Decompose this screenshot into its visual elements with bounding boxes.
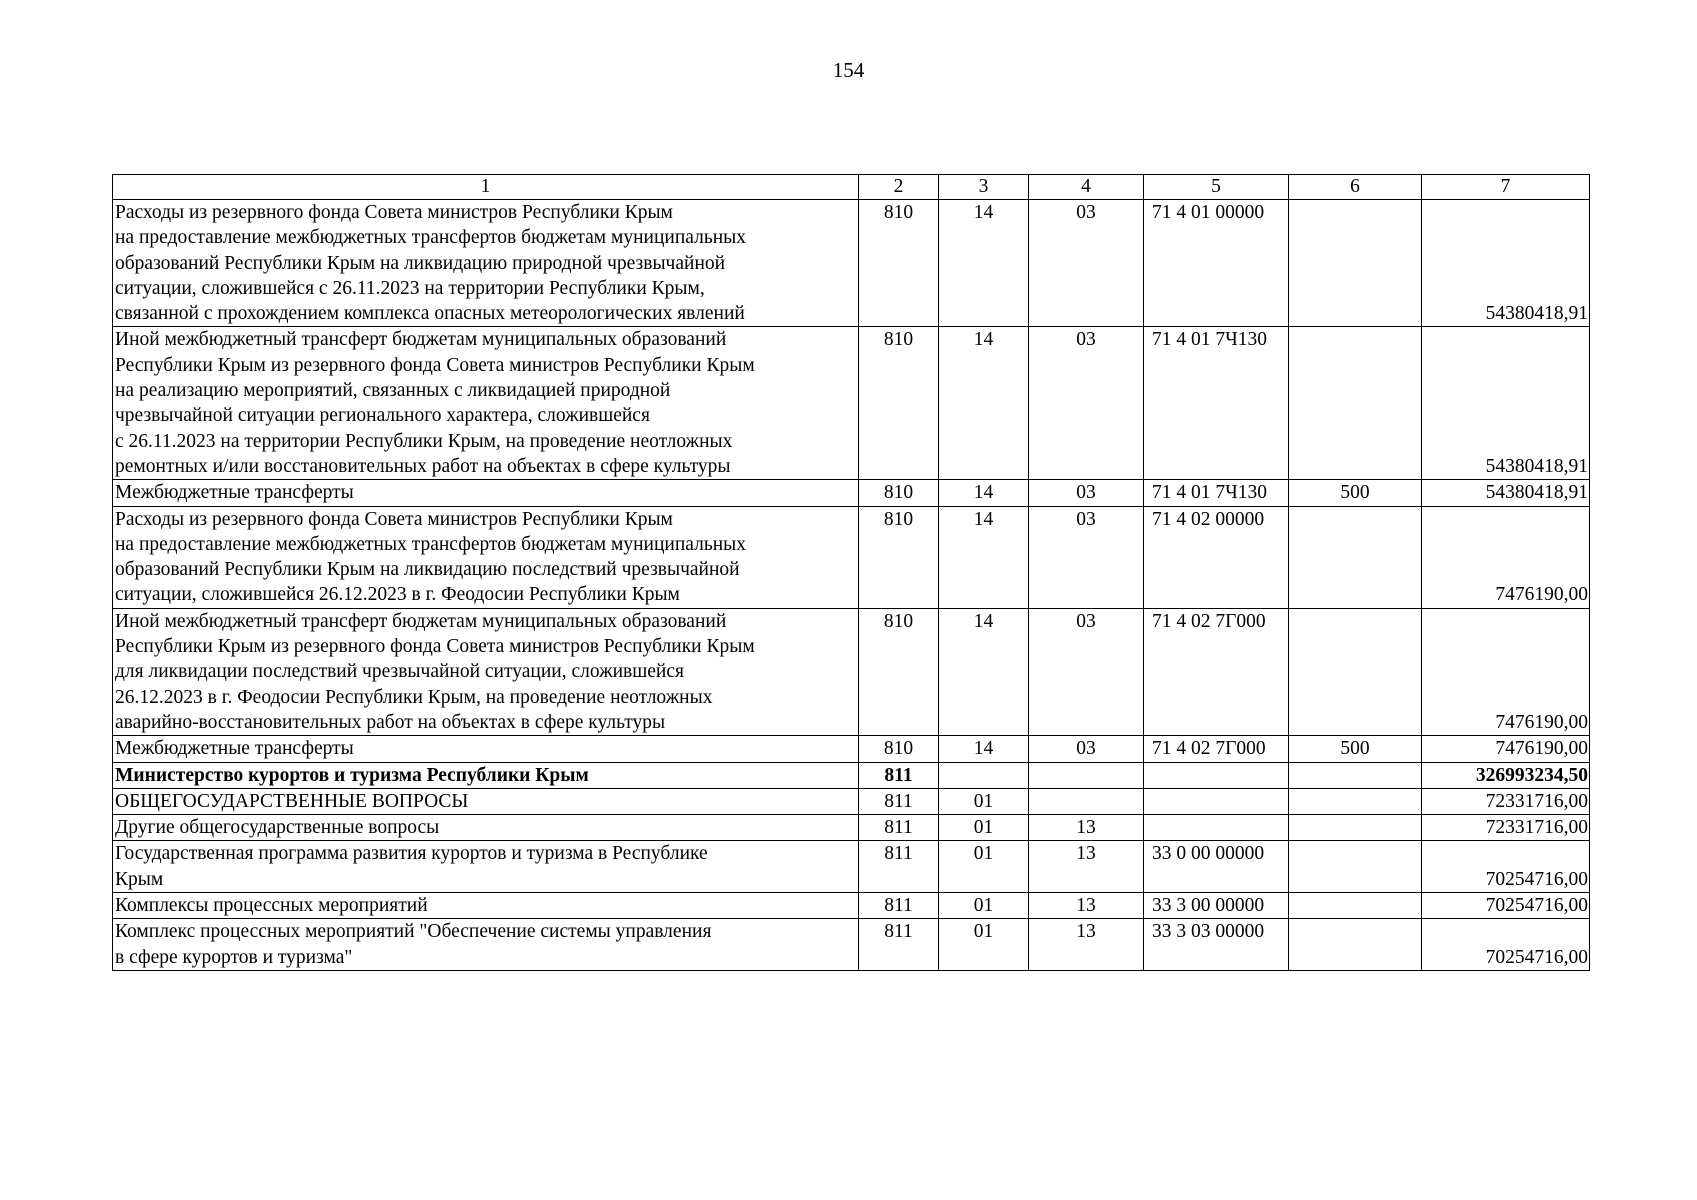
description-cell [113, 815, 859, 841]
description-line: Иной межбюджетный трансферт бюджетам муниципальных образований [115, 610, 727, 632]
amount-cell: 7476190,00 [1422, 736, 1590, 762]
expense-type-cell [1289, 841, 1422, 893]
subsection-cell [1029, 788, 1144, 814]
description-line: связанной с прохождением комплекса опасных метеорологических явлений [115, 303, 745, 325]
amount-cell: 70254716,00 [1422, 841, 1590, 893]
amount-cell: 70254716,00 [1422, 893, 1590, 919]
target-article-cell [1144, 788, 1289, 814]
description-line: в сфере курортов и туризма" [115, 946, 353, 968]
table-row [113, 480, 1590, 506]
section-cell: 14 [939, 327, 1029, 480]
description-line: образований Республики Крым на ликвидацию природной чрезвычайной [115, 252, 726, 274]
description-line: Крым [115, 868, 164, 890]
description-line: на реализацию мероприятий, связанных с ликвидацией природной [115, 380, 671, 402]
ministry-code-cell: 811 [859, 788, 939, 814]
description-line: ремонтных и/или восстановительных работ на объектах в сфере культуры [115, 455, 731, 477]
description-line: Республики Крым из резервного фонда Совета министров Республики Крым [115, 354, 755, 376]
header-cell: 4 [1029, 175, 1144, 200]
subsection-cell: 03 [1029, 506, 1144, 608]
description-cell [113, 841, 859, 893]
description-cell [113, 608, 859, 735]
subsection-cell: 03 [1029, 480, 1144, 506]
table-row [113, 506, 1590, 608]
subsection-cell [1029, 762, 1144, 788]
table-row [113, 762, 1590, 788]
table-row [113, 841, 1590, 893]
table-row [113, 327, 1590, 480]
description-line: для ликвидации последствий чрезвычайной ситуации, сложившейся [115, 661, 684, 683]
expense-type-cell [1289, 762, 1422, 788]
amount-cell: 326993234,50 [1422, 762, 1590, 788]
description-line: чрезвычайной ситуации регионального характера, сложившейся [115, 405, 650, 427]
section-cell: 14 [939, 736, 1029, 762]
section-cell: 14 [939, 608, 1029, 735]
description-line: аварийно-восстановительных работ на объектах в сфере культуры [115, 711, 666, 733]
description-cell [113, 480, 859, 506]
description-cell [113, 327, 859, 480]
ministry-code-cell: 811 [859, 893, 939, 919]
ministry-code-cell: 810 [859, 736, 939, 762]
ministry-code-cell: 810 [859, 200, 939, 327]
expense-type-cell [1289, 200, 1422, 327]
section-cell: 01 [939, 919, 1029, 971]
target-article-cell: 71 4 02 7Г000 [1144, 736, 1289, 762]
expense-type-cell [1289, 893, 1422, 919]
header-cell: 5 [1144, 175, 1289, 200]
description-line: Межбюджетные трансферты [115, 482, 354, 504]
description-cell [113, 762, 859, 788]
header-cell: 1 [113, 175, 859, 200]
subsection-cell: 03 [1029, 200, 1144, 327]
description-cell [113, 893, 859, 919]
expense-type-cell [1289, 327, 1422, 480]
subsection-cell: 13 [1029, 841, 1144, 893]
description-line: на предоставление межбюджетных трансфертов бюджетам муниципальных [115, 227, 746, 249]
section-cell: 14 [939, 480, 1029, 506]
description-line: Расходы из резервного фонда Совета министров Республики Крым [115, 202, 673, 223]
subsection-cell: 03 [1029, 327, 1144, 480]
amount-cell: 7476190,00 [1422, 506, 1590, 608]
description-line: Расходы из резервного фонда Совета министров Республики Крым [115, 508, 673, 530]
ministry-code-cell: 810 [859, 608, 939, 735]
description-line: ОБЩЕГОСУДАРСТВЕННЫЕ ВОПРОСЫ [115, 790, 469, 812]
target-article-cell [1144, 762, 1289, 788]
subsection-cell: 03 [1029, 608, 1144, 735]
amount-cell: 70254716,00 [1422, 919, 1590, 971]
description-line: Межбюджетные трансферты [115, 738, 354, 760]
expense-type-cell [1289, 608, 1422, 735]
ministry-code-cell: 811 [859, 762, 939, 788]
header-cell: 7 [1422, 175, 1590, 200]
expense-type-cell [1289, 788, 1422, 814]
ministry-code-cell: 810 [859, 506, 939, 608]
target-article-cell: 71 4 02 00000 [1144, 506, 1289, 608]
table-row [113, 608, 1590, 735]
description-line: с 26.11.2023 на территории Республики Крым, на проведение неотложных [115, 430, 733, 452]
description-cell [113, 506, 859, 608]
target-article-cell: 71 4 02 7Г000 [1144, 608, 1289, 735]
subsection-cell: 13 [1029, 919, 1144, 971]
description-line: образований Республики Крым на ликвидацию последствий чрезвычайной [115, 559, 740, 581]
amount-cell: 54380418,91 [1422, 480, 1590, 506]
amount-cell: 54380418,91 [1422, 327, 1590, 480]
description-line: ситуации, сложившейся 26.12.2023 в г. Феодосии Республики Крым [115, 584, 680, 606]
page-number: 154 [832, 58, 865, 82]
section-cell: 01 [939, 893, 1029, 919]
target-article-cell: 71 4 01 7Ч130 [1144, 327, 1289, 480]
table-row [113, 919, 1590, 971]
ministry-code-cell: 811 [859, 841, 939, 893]
ministry-code-cell: 811 [859, 919, 939, 971]
amount-cell: 72331716,00 [1422, 788, 1590, 814]
ministry-code-cell: 810 [859, 480, 939, 506]
expense-type-cell: 500 [1289, 736, 1422, 762]
table-row [113, 200, 1590, 327]
table-header-row [113, 175, 1590, 200]
description-line: Другие общегосударственные вопросы [115, 817, 440, 839]
table-row [113, 893, 1590, 919]
section-cell: 14 [939, 200, 1029, 327]
header-cell: 3 [939, 175, 1029, 200]
header-cell: 2 [859, 175, 939, 200]
description-line: Республики Крым из резервного фонда Совета министров Республики Крым [115, 636, 755, 658]
target-article-cell: 33 3 00 00000 [1144, 893, 1289, 919]
table-row [113, 815, 1590, 841]
section-cell: 14 [939, 506, 1029, 608]
target-article-cell: 71 4 01 00000 [1144, 200, 1289, 327]
description-line: 26.12.2023 в г. Феодосии Республики Крым, на проведение неотложных [115, 686, 713, 708]
description-cell [113, 788, 859, 814]
table-row [113, 736, 1590, 762]
description-cell [113, 200, 859, 327]
section-cell [939, 762, 1029, 788]
subsection-cell: 13 [1029, 893, 1144, 919]
amount-cell: 54380418,91 [1422, 200, 1590, 327]
section-cell: 01 [939, 788, 1029, 814]
section-cell: 01 [939, 815, 1029, 841]
description-line: Иной межбюджетный трансферт бюджетам муниципальных образований [115, 329, 727, 351]
description-line: Комплекс процессных мероприятий "Обеспечение системы управления [115, 921, 712, 943]
target-article-cell [1144, 815, 1289, 841]
table-row [113, 788, 1590, 814]
ministry-code-cell: 810 [859, 327, 939, 480]
header-cell: 6 [1289, 175, 1422, 200]
expense-type-cell: 500 [1289, 480, 1422, 506]
amount-cell: 7476190,00 [1422, 608, 1590, 735]
target-article-cell: 33 0 00 00000 [1144, 841, 1289, 893]
expense-type-cell [1289, 919, 1422, 971]
description-line: ситуации, сложившейся с 26.11.2023 на территории Республики Крым, [115, 277, 705, 299]
description-cell [113, 736, 859, 762]
target-article-cell: 33 3 03 00000 [1144, 919, 1289, 971]
budget-table [112, 174, 1590, 971]
description-cell [113, 919, 859, 971]
subsection-cell: 03 [1029, 736, 1144, 762]
target-article-cell: 71 4 01 7Ч130 [1144, 480, 1289, 506]
description-line: Государственная программа развития курортов и туризма в Республике [115, 843, 708, 865]
expense-type-cell [1289, 506, 1422, 608]
section-cell: 01 [939, 841, 1029, 893]
description-line: на предоставление межбюджетных трансфертов бюджетам муниципальных [115, 533, 746, 555]
ministry-code-cell: 811 [859, 815, 939, 841]
description-line: Комплексы процессных мероприятий [115, 895, 428, 917]
description-line: Министерство курортов и туризма Республики Крым [115, 764, 589, 786]
subsection-cell: 13 [1029, 815, 1144, 841]
amount-cell: 72331716,00 [1422, 815, 1590, 841]
expense-type-cell [1289, 815, 1422, 841]
